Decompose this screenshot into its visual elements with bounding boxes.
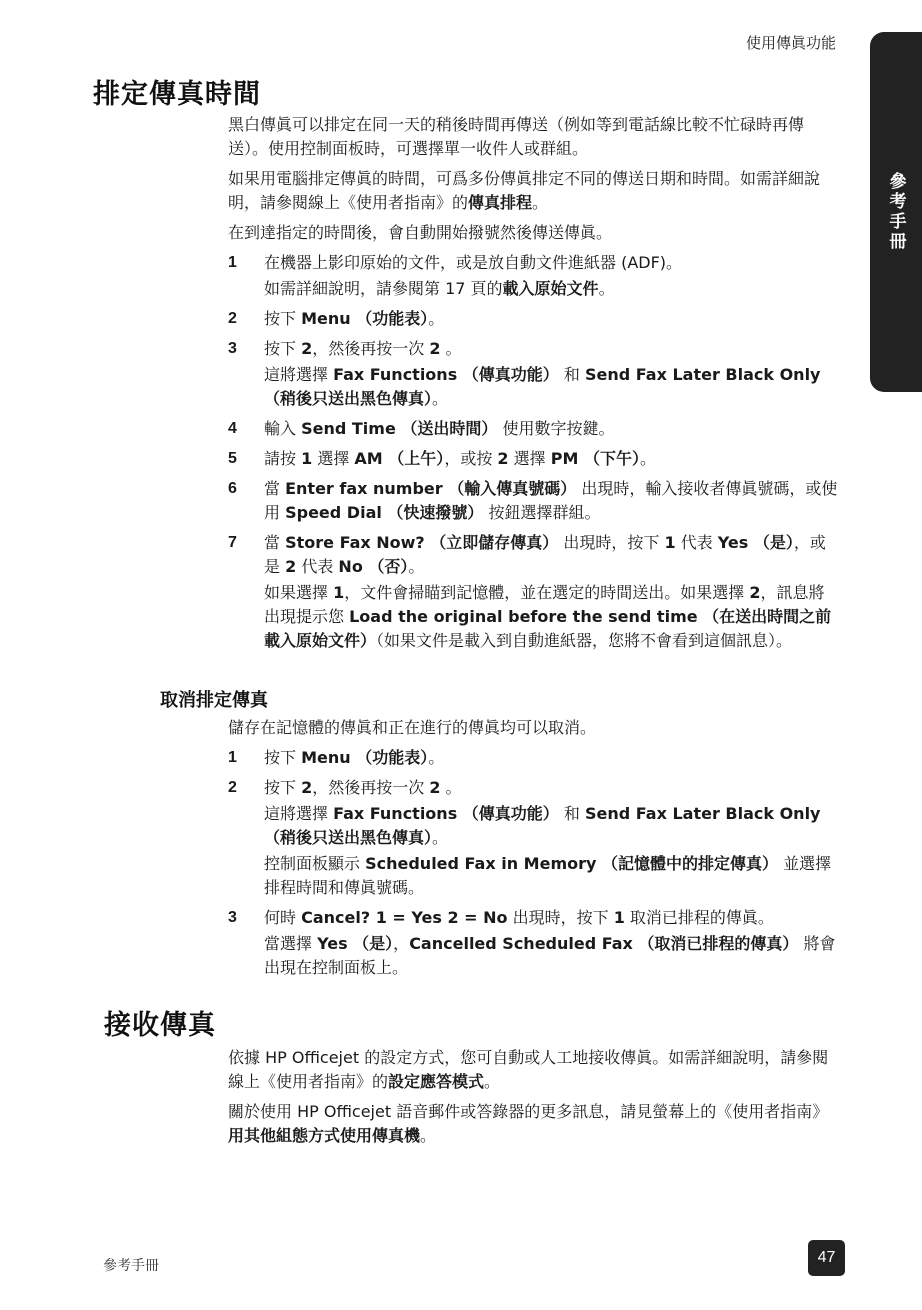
section-title-schedule: 排定傳真時間 xyxy=(93,79,261,110)
side-tab xyxy=(870,32,922,392)
paragraph: 關於使用 HP Officejet 語音郵件或答錄器的更多訊息，請見螢幕上的《使用者指南》用其他組態方式使用傳真機。 xyxy=(228,1102,829,1145)
paragraph: 如果用電腦排定傳眞的時間，可爲多份傳眞排定不同的傳送日期和時間。如需詳細說明，請參閱線上《使用者指南》的傳真排程。 xyxy=(228,169,821,212)
step-item: 2 按下 Menu （功能表）。 xyxy=(228,309,445,328)
step-item: 4 輸入 Send Time （送出時間） 使用數字按鍵。 xyxy=(228,419,615,438)
step-item: 5 請按 1 選擇 AM （上午），或按 2 選擇 PM （下午）。 xyxy=(228,449,656,468)
paragraph: 黑白傳眞可以排定在同一天的稍後時間再傳送（例如等到電話線比較不忙碌時再傳送）。使用控制面板時，可選擇單一收件人或群組。 xyxy=(228,115,805,158)
step-item: 6 當 Enter fax number （輸入傳真號碼） 出現時，輸入接收者傳眞號碼，或使用 Speed Dial （快速撥號） 按鈕選擇群組。 xyxy=(228,479,838,522)
step-item: 1 在機器上影印原始的文件，或是放自動文件進紙器 (ADF)。 如需詳細說明，請參閱第 17 頁的載入原始文件。 xyxy=(228,253,683,298)
page-number: 47 xyxy=(808,1240,845,1276)
paragraph: 在到達指定的時間後，會自動開始撥號然後傳送傳眞。 xyxy=(228,223,613,242)
step-item: 1 按下 Menu （功能表）。 xyxy=(228,748,445,767)
side-tab-label: 參考手冊 xyxy=(885,172,906,252)
subsection-title-cancel: 取消排定傳真 xyxy=(160,690,268,711)
running-header: 使用傳眞功能 xyxy=(745,34,836,52)
schedule-body xyxy=(228,113,840,659)
footer-label: 參考手冊 xyxy=(103,1258,159,1274)
step-item: 2 按下 2，然後再按一次 2 。 這將選擇 Fax Functions （傳真功能） 和 Send Fax Later Black Only （稍後只送出黑色傳真）。 控制面板顯示 Scheduled Fax in Memory （記憶體中的排定傳真） 並選擇排程時間和傳眞號碼。 xyxy=(228,778,832,897)
step-item: 3 按下 2，然後再按一次 2 。 這將選擇 Fax Functions （傳真功能） 和 Send Fax Later Black Only （稍後只送出黑色傳真）。 xyxy=(228,339,821,408)
section-title-receive: 接收傳真 xyxy=(104,1010,216,1041)
paragraph: 儲存在記憶體的傳眞和正在進行的傳眞均可以取消。 xyxy=(228,718,597,737)
receive-body xyxy=(228,1046,840,1154)
cancel-body xyxy=(228,716,840,986)
paragraph: 依據 HP Officejet 的設定方式，您可自動或人工地接收傳眞。如需詳細說明，請參閱線上《使用者指南》的設定應答模式。 xyxy=(228,1048,829,1091)
step-item: 3 何時 Cancel? 1 = Yes 2 = No 出現時，按下 1 取消已排程的傳眞。 當選擇 Yes （是），Cancelled Scheduled Fax （取消已排程的傳真） 將會出現在控制面板上。 xyxy=(228,908,836,977)
step-item: 7 當 Store Fax Now? （立即儲存傳真） 出現時，按下 1 代表 Yes （是），或是 2 代表 No （否）。 如果選擇 1，文件會掃瞄到記憶體，並在選定的時間送出。如果選擇 2，訊息將出現提示您 Load the original before the send time （在送出時間之前載入原始文件）（如果文件是載入到自動進紙器，您將不會看到這個訊息）。 xyxy=(228,533,832,650)
